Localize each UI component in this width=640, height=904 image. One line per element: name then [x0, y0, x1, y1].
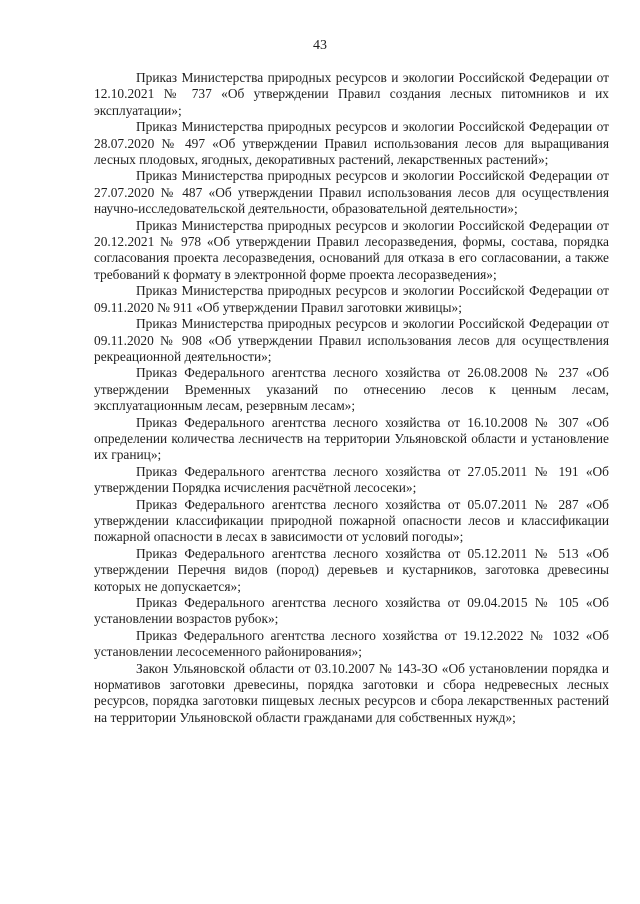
paragraph: Приказ Министерства природных ресурсов и экологии Российской Федерации от 09.11.2020 № 908 «Об утверждении Правил использования лесов для осуществления рекреационной деятельности»;	[94, 316, 609, 364]
paragraph: Приказ Федерального агентства лесного хозяйства от 05.07.2011 № 287 «Об утверждении классификации природной пожарной опасности лесов и классификации пожарной опасности в лесах в зависимости от условий погоды»;	[94, 496, 609, 545]
paragraph: Закон Ульяновской области от 03.10.2007 № 143-ЗО «Об установлении порядка и нормативов заготовки древесины, порядка заготовки и сбора недревесных лесных ресурсов, порядка заготовки пищевых лесных ресурсов и сбора лекарственных растений на территории Ульяновской области гражданами для собственных нужд»;	[94, 660, 609, 725]
paragraph: Приказ Федерального агентства лесного хозяйства от 27.05.2011 № 191 «Об утверждении Порядка исчисления расчётной лесосеки»;	[94, 463, 609, 496]
paragraph: Приказ Федерального агентства лесного хозяйства от 09.04.2015 № 105 «Об установлении возрастов рубок»;	[94, 595, 609, 627]
paragraph: Приказ Министерства природных ресурсов и экологии Российской Федерации от 28.07.2020 № 497 «Об утверждении Правил использования лесов для выращивания лесных плодовых, ягодных, декоративных растений, лекарственных растений»;	[94, 119, 609, 168]
paragraph: Приказ Министерства природных ресурсов и экологии Российской Федерации от 09.11.2020 № 911 «Об утверждении Правил заготовки живицы»;	[94, 283, 609, 315]
paragraph: Приказ Министерства природных ресурсов и экологии Российской Федерации от 12.10.2021 № 737 «Об утверждении Правил создания лесных питомников и их эксплуатации»;	[94, 70, 609, 118]
paragraph: Приказ Министерства природных ресурсов и экологии Российской Федерации от 27.07.2020 № 487 «Об утверждении Правил использования лесов для осуществления научно-исследовательской деятельности, образовательной деятельности»;	[94, 168, 609, 217]
paragraph: Приказ Министерства природных ресурсов и экологии Российской Федерации от 20.12.2021 № 978 «Об утверждении Правил лесоразведения, формы, состава, порядка согласования проекта лесоразведения, оснований для отказа в его согласовании, а также требований к формату в электронной форме проекта лесоразведения»;	[94, 217, 609, 282]
page-number: 43	[313, 38, 327, 53]
paragraph: Приказ Федерального агентства лесного хозяйства от 16.10.2008 № 307 «Об определении количества лесничеств на территории Ульяновской области и установление их границ»;	[94, 414, 609, 463]
paragraph: Приказ Федерального агентства лесного хозяйства от 19.12.2022 № 1032 «Об установлении лесосеменного районирования»;	[94, 627, 609, 660]
paragraph: Приказ Федерального агентства лесного хозяйства от 05.12.2011 № 513 «Об утверждении Перечня видов (пород) деревьев и кустарников, заготовка древесины которых не допускается»;	[94, 545, 609, 594]
paragraph: Приказ Федерального агентства лесного хозяйства от 26.08.2008 № 237 «Об утверждении Временных указаний по отнесению лесов к ценным лесам, эксплуатационным лесам, резервным лесам»;	[94, 365, 609, 414]
document-body	[94, 70, 609, 726]
